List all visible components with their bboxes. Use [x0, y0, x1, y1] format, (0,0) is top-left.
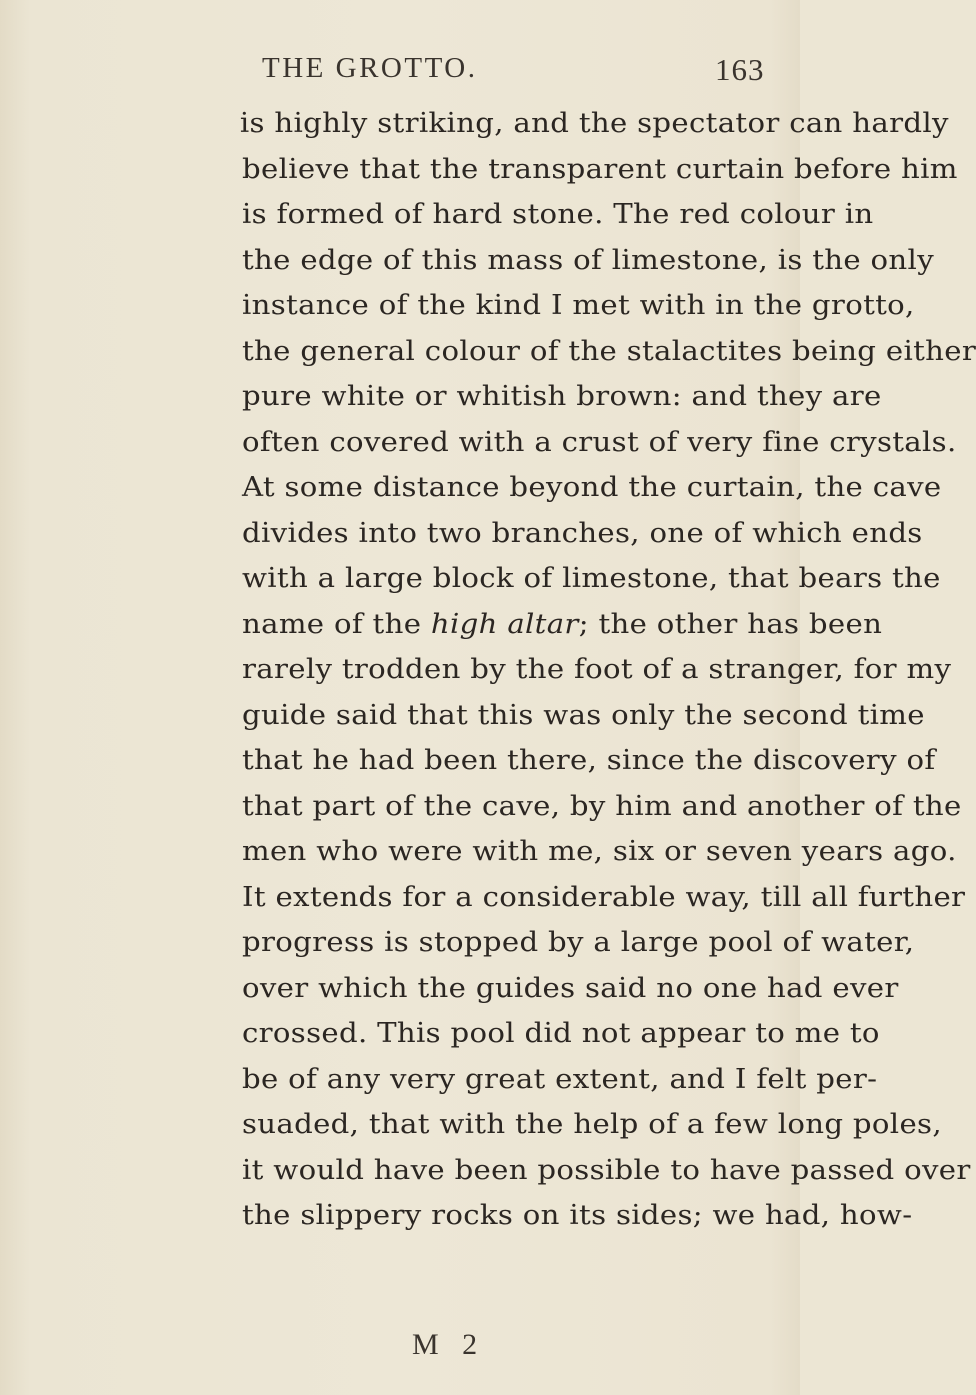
- text-line: guide said that this was only the second time: [242, 699, 925, 731]
- text-line: the general colour of the stalactites being either: [242, 335, 976, 367]
- text-fragment: name of the: [242, 608, 431, 640]
- text-line: over which the guides said no one had ever: [242, 972, 899, 1004]
- text-line: the slippery rocks on its sides; we had, how-: [242, 1200, 913, 1231]
- text-line: with a large block of limestone, that bears the: [242, 563, 941, 594]
- text-line: is highly striking, and the spectator can hardly: [239, 108, 949, 139]
- running-head: [0, 52, 800, 92]
- text-line-with-italic: [242, 602, 883, 648]
- text-line: believe that the transparent curtain before him: [242, 153, 958, 185]
- text-line: instance of the kind I met with in the grotto,: [242, 290, 915, 321]
- italic-phrase: high altar: [430, 608, 579, 640]
- text-line: that part of the cave, by him and another of the: [242, 790, 962, 822]
- text-line: suaded, that with the help of a few long poles,: [242, 1109, 942, 1140]
- page-number: 163: [715, 52, 765, 87]
- running-title: THE GROTTO.: [262, 52, 478, 84]
- text-line: often covered with a crust of very fine crystals.: [242, 426, 957, 458]
- text-line: It extends for a considerable way, till all further: [242, 881, 966, 913]
- text-line: the edge of this mass of limestone, is the only: [242, 244, 934, 276]
- text-fragment: the other has been: [598, 608, 883, 640]
- signature-mark: M 2: [412, 1328, 486, 1361]
- text-fragment: ;: [578, 608, 599, 640]
- text-line: is formed of hard stone. The red colour in: [242, 199, 874, 230]
- text-line: divides into two branches, one of which ends: [242, 517, 923, 549]
- body-text: [239, 101, 976, 1239]
- text-line: it would have been possible to have passed over: [242, 1154, 971, 1186]
- text-line: pure white or whitish brown: and they are: [242, 381, 882, 412]
- text-line: be of any very great extent, and I felt per-: [242, 1063, 878, 1095]
- text-line: men who were with me, six or seven years ago.: [242, 836, 957, 867]
- text-line: that he had been there, since the discovery of: [242, 745, 936, 776]
- text-line: crossed. This pool did not appear to me to: [242, 1018, 880, 1049]
- text-line: progress is stopped by a large pool of water,: [242, 927, 915, 958]
- text-line: At some distance beyond the curtain, the cave: [242, 472, 942, 503]
- text-line: rarely trodden by the foot of a stranger, for my: [242, 654, 952, 685]
